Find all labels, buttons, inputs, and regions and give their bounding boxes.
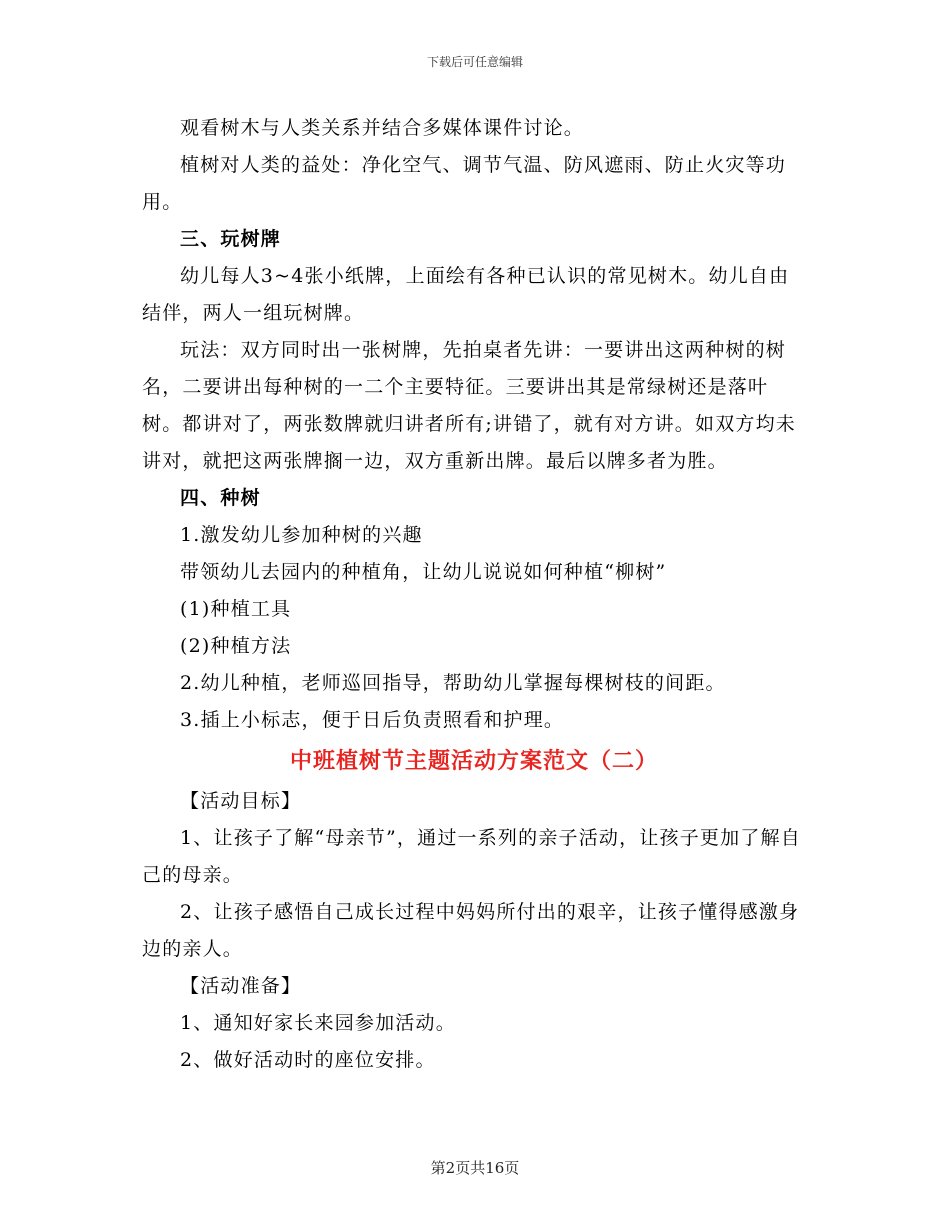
paragraph-goal-1: 1、让孩子了解“母亲节”，通过一系列的亲子活动，让孩子更加了解自己的母亲。 — [142, 827, 801, 886]
paragraph-game-rules: 玩法：双方同时出一张树牌，先拍桌者先讲：一要讲出这两种树的树名，二要讲出每种树的一二个主要特征。三要讲出其是常绿树还是落叶树。都讲对了，两张数牌就归讲者所有;讲错了，就有对方讲。如双方均未讲对，就把这两张牌搁一边，双方重新出牌。最后以牌多者为胜。 — [142, 339, 797, 472]
section-heading-plant-trees: 四、种树 — [180, 487, 261, 509]
paragraph-tree-benefits: 植树对人类的益处：净化空气、调节气温、防风遮雨、防止火灾等功用。 — [142, 154, 787, 213]
list-item-planting: 2.幼儿种植，老师巡回指导，帮助幼儿掌握每棵树枝的间距。 — [180, 672, 726, 694]
paragraph-observe-trees: 观看树木与人类关系并结合多媒体课件讨论。 — [180, 117, 585, 139]
page-header: 下载后可任意编辑 — [426, 55, 523, 69]
section-title: 中班植树节主题活动方案范文（二） — [289, 748, 658, 774]
paragraph-prep-1: 1、通知好家长来园参加活动。 — [180, 1012, 456, 1034]
label-activity-preparation: 【活动准备】 — [180, 975, 302, 997]
list-item-markers: 3.插上小标志，便于日后负责照看和护理。 — [180, 709, 565, 731]
list-item-tools: (1)种植工具 — [180, 598, 292, 620]
section-heading-tree-cards: 三、玩树牌 — [180, 228, 282, 250]
page-footer: 第2页共16页 — [430, 1159, 520, 1177]
paragraph-prep-2: 2、做好活动时的座位安排。 — [180, 1049, 436, 1071]
list-item-interest: 1.激发幼儿参加种树的兴趣 — [180, 524, 423, 546]
document-body — [142, 110, 806, 1079]
paragraph-card-setup: 幼儿每人3~4张小纸牌，上面绘有各种已认识的常见树木。幼儿自由结伴，两人一组玩树牌。 — [142, 265, 790, 324]
label-activity-goals: 【活动目标】 — [180, 790, 302, 812]
paragraph-planting-corner: 带领幼儿去园内的种植角，让幼儿说说如何种植“柳树” — [180, 561, 667, 583]
list-item-methods: (2)种植方法 — [180, 635, 292, 657]
paragraph-goal-2: 2、让孩子感悟自己成长过程中妈妈所付出的艰辛，让孩子懂得感激身边的亲人。 — [142, 901, 800, 960]
